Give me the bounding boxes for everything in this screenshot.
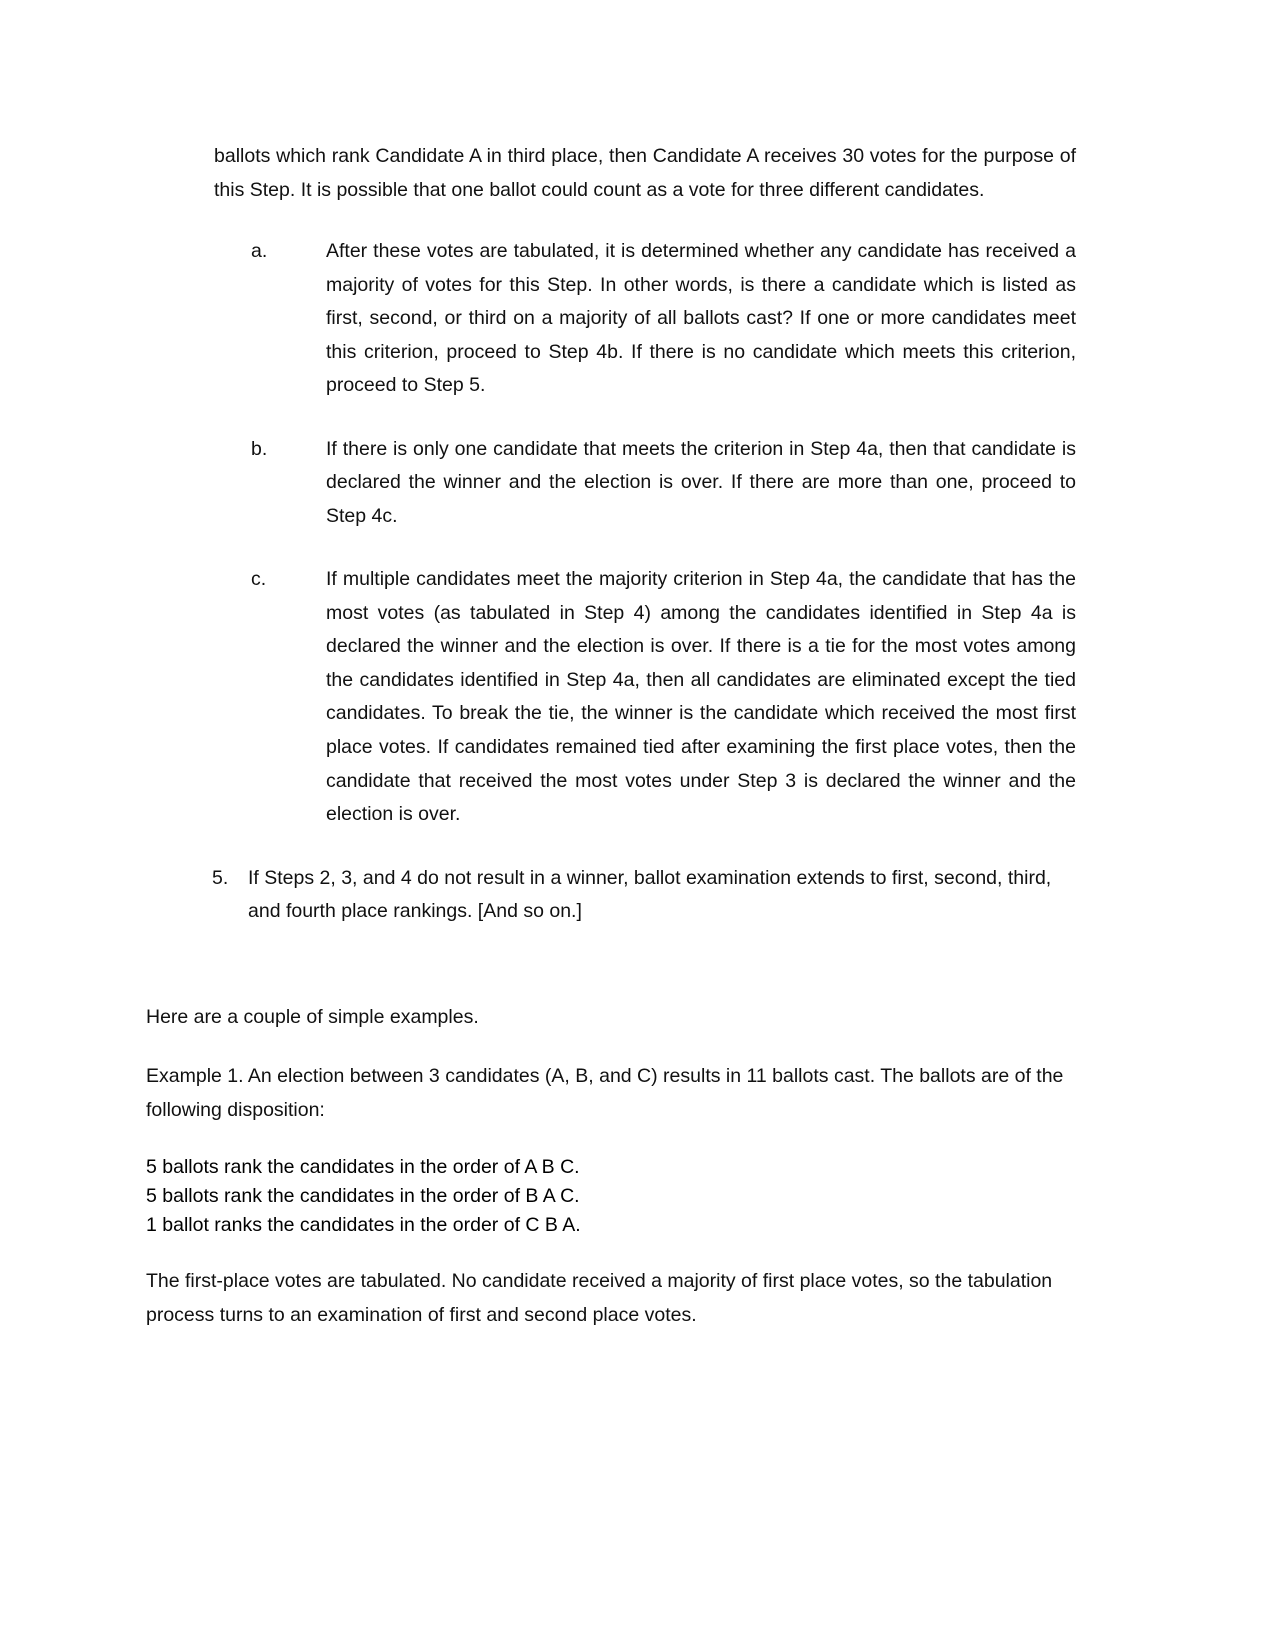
list-marker: a.: [251, 240, 268, 263]
list-marker: 5.: [212, 866, 229, 889]
example-1-paragraph: Example 1. An election between 3 candidates (A, B, and C) results in 11 ballots cast. The ballots are of the following disposition:: [146, 1065, 1064, 1121]
list-item-text: If multiple candidates meet the majority criterion in Step 4a, the candidate that has the most votes (as tabulated in Step 4) among the candidates identified in Step 4a is declared the winner and the election is over. If there is a tie for the most votes among the candidates identified in Step 4a, then all candidates are eliminated except the tied candidates. To break the tie, the winner is the candidate which received the most first place votes. If candidates remained tied after examining the first place votes, then the candidate that received the most votes under Step 3 is declared the winner and the election is over.: [326, 568, 1076, 826]
ballot-disposition-lines: [146, 1153, 1076, 1239]
list-marker: b.: [251, 437, 268, 460]
document-body: [146, 140, 1076, 1332]
list-marker: c.: [251, 568, 267, 591]
intro-paragraph: ballots which rank Candidate A in third place, then Candidate A receives 30 votes for the purpose of this Step. It is possible that one ballot could count as a vote for three different candidates.: [214, 145, 1076, 201]
examples-intro-paragraph: Here are a couple of simple examples.: [146, 1005, 479, 1028]
closing-paragraph: The first-place votes are tabulated. No candidate received a majority of first place votes, so the tabulation process turns to an examination of first and second place votes.: [146, 1270, 1053, 1326]
list-item-text: After these votes are tabulated, it is determined whether any candidate has received a majority of votes for this Step. In other words, is there a candidate which is listed as first, second, or third on a majority of all ballots cast? If one or more candidates meet this criterion, proceed to Step 4b. If there is no candidate which meets this criterion, proceed to Step 5.: [326, 240, 1076, 397]
list-item: [251, 563, 1076, 831]
list-item-text: If Steps 2, 3, and 4 do not result in a winner, ballot examination extends to first, second, third, and fourth place rankings. [And so on.]: [248, 866, 1052, 923]
list-item-text: If there is only one candidate that meets the criterion in Step 4a, then that candidate is declared the winner and the election is over. If there are more than one, proceed to Step 4c.: [326, 437, 1076, 527]
ballot-line: 1 ballot ranks the candidates in the order of C B A.: [146, 1213, 581, 1236]
list-item: [251, 235, 1076, 403]
ballot-line: 5 ballots rank the candidates in the order of A B C.: [146, 1156, 580, 1179]
list-item: [178, 862, 1076, 929]
numbered-list: [146, 862, 1076, 929]
lettered-sublist: [146, 235, 1076, 832]
ballot-line: 5 ballots rank the candidates in the order of B A C.: [146, 1184, 580, 1207]
examples-section: [146, 1001, 1076, 1333]
list-item: [251, 433, 1076, 534]
